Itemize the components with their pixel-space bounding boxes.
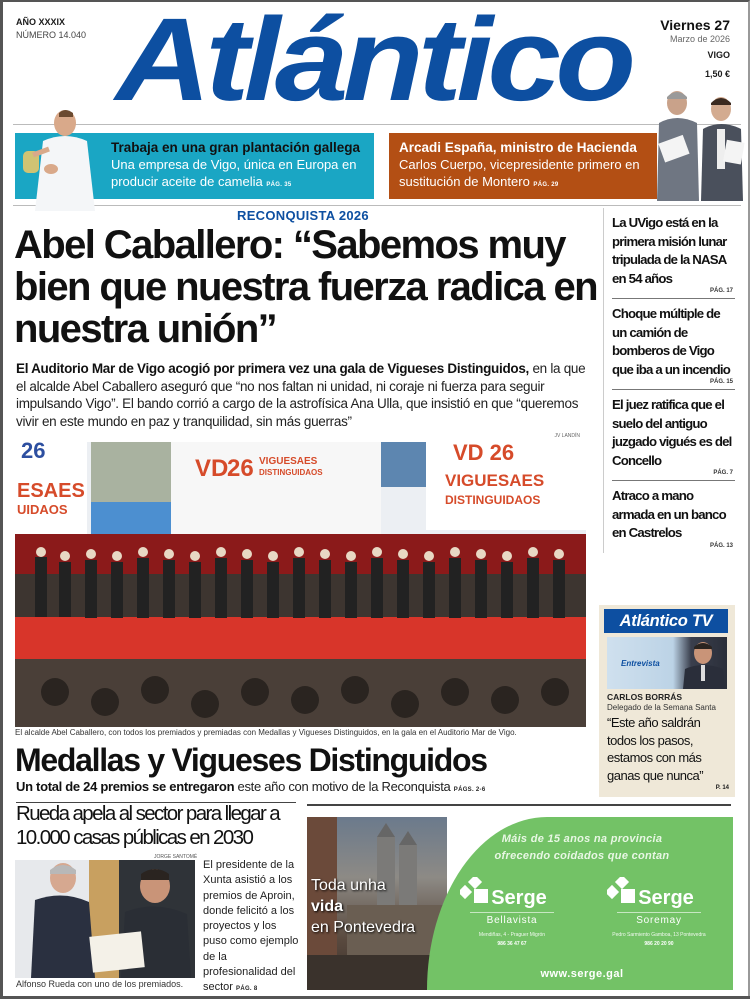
serge-bellavista: Serge Bellavista Mendiñas, 4 - Praguer Migrón 986 36 47 67 [452,887,572,947]
photo-credit: JORGE SANTOMÉ [154,854,198,860]
main-lede: El Auditorio Mar de Vigo acogió por primera vez una gala de Vigueses Distinguidos, en la que el alcalde Abel Caballero aseguró que “no nos faltan ni unidad, ni coraje ni fuerza para seguir impulsando Vigo”. El bando corrió a cargo de la astrofísica Ana Ulla, que insistió en que “queremos vivir en este mundo en paz y tranquilidad, sin más guerras” [16,361,586,429]
scientist-photo-icon [13,105,108,211]
page-ref: PÁG. 17 [709,288,733,294]
ad-url-link[interactable]: www.serge.gal [540,968,624,980]
edition-city: VIGO [707,50,730,60]
pontevedra-photo [307,817,447,990]
rueda-photo-caption: Alfonso Rueda con uno de los premiados. [16,979,184,989]
teaser-minister[interactable] [389,133,657,199]
second-headline[interactable]: Medallas y Vigueses Distinguidos [15,742,487,778]
photo-credit: JV LANDÍN [554,433,580,439]
svg-text:ESAES: ESAES [17,480,85,502]
edition-number: NÚMERO 14.040 [16,30,87,40]
rueda-photo-icon [15,860,195,978]
page-ref: PÁG. 8 [236,986,258,993]
brief-title: Choque múltiple de un camión de bomberos de Vigo que iba a un incendio [612,306,731,377]
teaser-deck: Carlos Cuerpo, vicepresidente primero en sustitución de Montero PÁG. 29 [399,157,640,189]
teaser-kicker: Arcadi España, ministro de Hacienda [399,140,637,155]
svg-text:UIDAOS: UIDAOS [17,502,68,517]
page-ref: PÁG. 13 [709,542,733,549]
tv-title: Atlántico TV [604,609,728,633]
svg-text:DISTINGUIDAOS: DISTINGUIDAOS [445,493,541,507]
page-ref: PÁGS. 2-6 [453,787,486,793]
teaser-kicker: Trabaja en una gran plantación gallega [111,140,361,155]
serge-logo-icon [607,877,641,907]
ad-tagline: Máis de 15 anos na provincia ofrecendo coidados que contan [494,833,670,862]
brief-title: La UVigo está en la primera misión lunar tripulada de la NASA en 54 años [612,215,727,286]
atlantico-tv-box[interactable] [599,605,735,797]
ad-photo-text: Toda unha vida en Pontevedra [311,877,416,936]
tv-guest-name: CARLOS BORRÁS [607,692,683,702]
svg-text:26: 26 [21,442,46,463]
date-month: Marzo de 2026 [669,34,730,44]
page-ref: PÁG. 15 [709,379,733,385]
date-info [660,17,730,79]
date-day: Viernes 27 [660,17,730,33]
third-body: El presidente de la Xunta asistió a los premios de Aproin, donde felicitó a los proyectos y los puso como ejemplo de la profesionalidad del sector PÁG. 8 [203,859,299,994]
price: 1,50 € [704,69,730,79]
section-tag: RECONQUISTA 2026 [237,208,369,223]
rueda-photo[interactable] [15,860,195,978]
tv-quote: “Este año saldrán todos los pasos, estamos con más ganas que nunca” [607,715,704,783]
page-ref: PÁG. 29 [533,182,559,188]
svg-text:DISTINGUIDAOS: DISTINGUIDAOS [259,468,323,477]
serge-soremay: Serge Soremay Pedro Sarmiento Gamboa, 13 Pontevedra 986 20 20 90 [599,887,719,947]
brief-item[interactable] [612,481,735,553]
brief-title: El juez ratifica que el suelo del antiguo juzgado vigués es del Concello [612,397,732,468]
third-headline[interactable]: Rueda apela al sector para llegar a 10.000 casas públicas en 2030 [16,802,280,849]
teaser-row [13,124,741,206]
tv-guest-role: Delegado de la Semana Santa [607,703,716,712]
tv-interview-photo: Entrevista [607,637,727,689]
svg-text:26: 26 [227,455,254,482]
edition-year: AÑO XXXIX [16,17,66,27]
brief-item[interactable] [612,208,735,299]
main-headline[interactable]: Abel Caballero: “Sabemos muy bien que nuestra fuerza radica en nuestra unión” [14,223,597,351]
second-deck: Un total de 24 premios se entregaron este año con motivo de la Reconquista PÁGS. 2-6 [16,779,486,794]
ministers-photo-icon [653,89,745,201]
teaser-camellia[interactable] [15,133,374,199]
teaser-deck: Una empresa de Vigo, única en Europa en producir aceite de camelia PÁG. 35 [111,157,357,189]
serge-advertisement[interactable] [307,817,733,990]
svg-text:VD 26: VD 26 [453,442,515,465]
divider [307,804,731,806]
page-ref: PÁG. 7 [713,470,733,476]
svg-text:VIGUESAES: VIGUESAES [259,456,318,467]
serge-logo-icon [460,877,494,907]
brief-title: Atraco a mano armada en un banco en Castrelos [612,488,726,540]
gala-photo-icon [15,442,586,727]
page-ref: P. 14 [715,785,729,791]
brief-item[interactable] [612,299,735,390]
briefs-column [603,208,735,553]
main-photo[interactable] [15,442,586,727]
brief-item[interactable] [612,390,735,481]
main-photo-caption: El alcalde Abel Caballero, con todos los premiados y premiadas con Medallas y Vigueses Distinguidos, en la gala en el Auditorio Mar de Vigo. [15,728,517,737]
svg-text:VIGUESAES: VIGUESAES [445,471,545,490]
newspaper-logo[interactable]: Atlántico [115,0,631,126]
page-ref: PÁG. 35 [266,182,292,188]
svg-text:VD: VD [195,455,229,482]
